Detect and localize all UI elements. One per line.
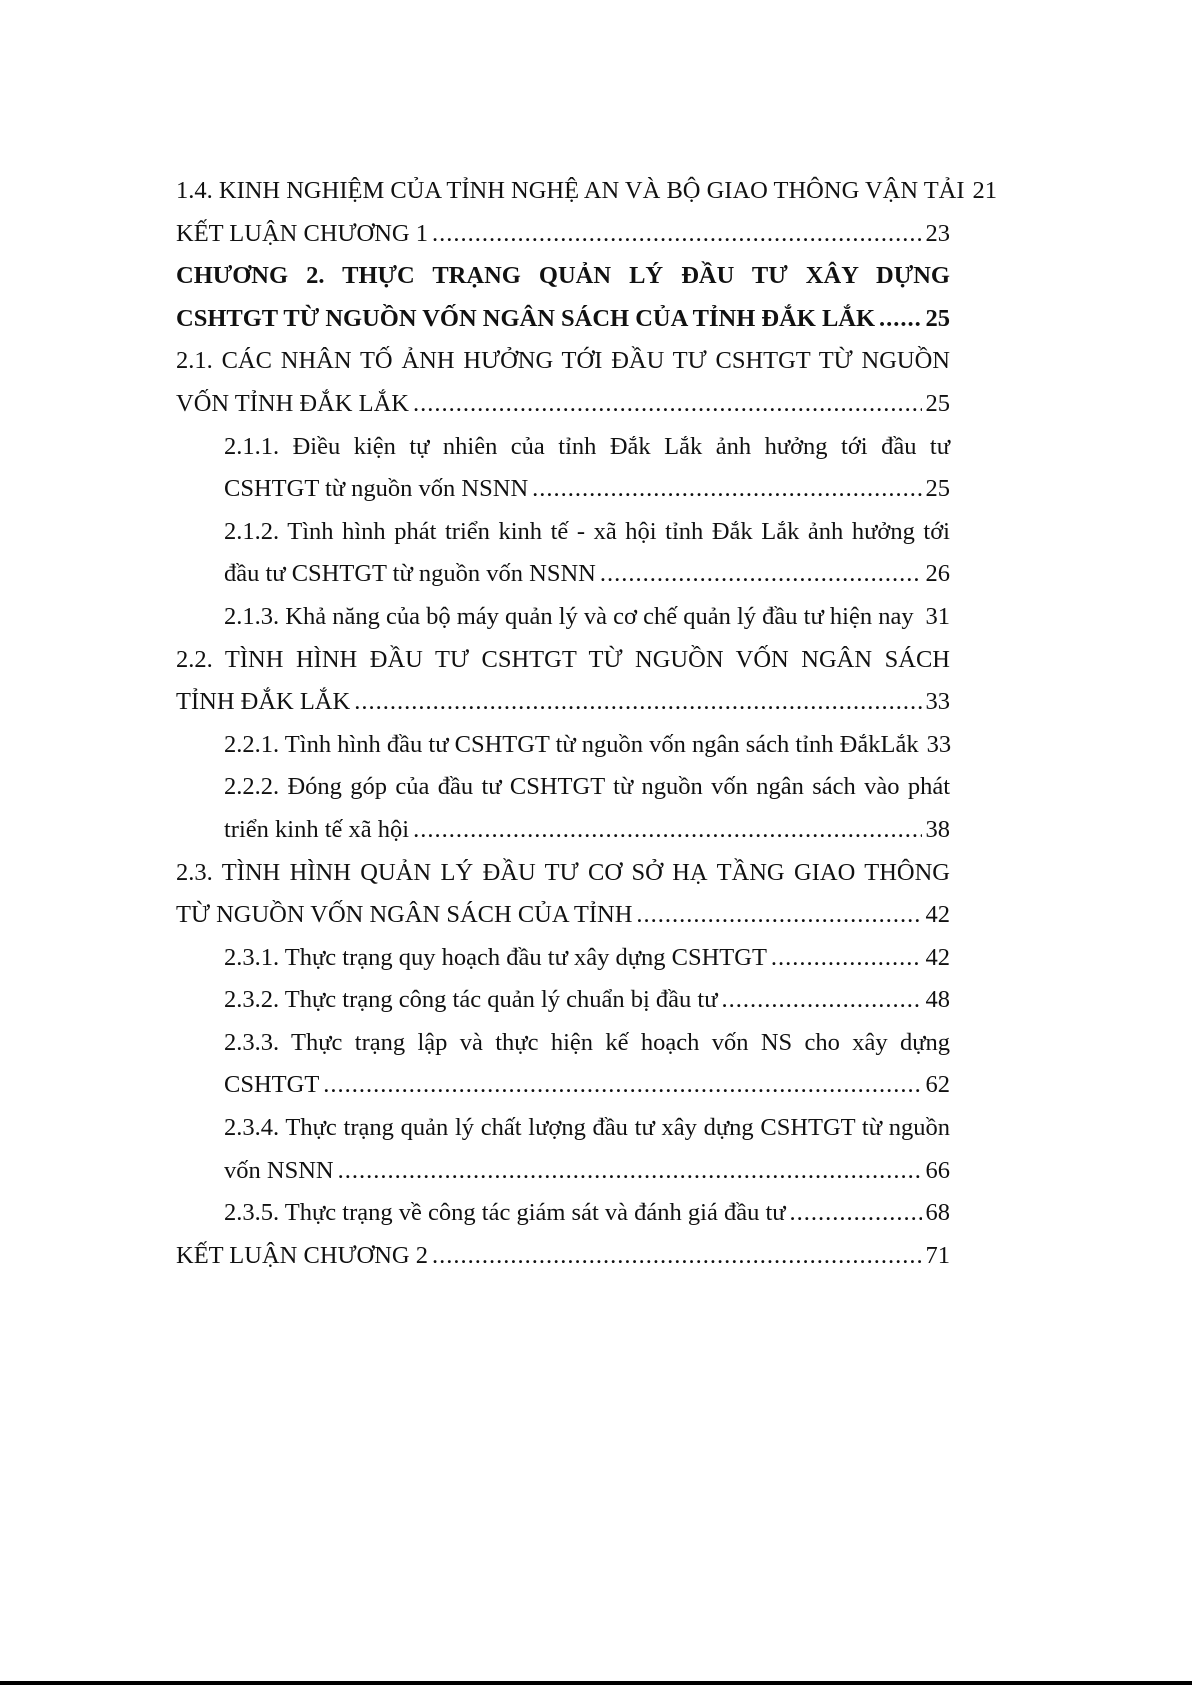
- toc-page-number: 33: [925, 688, 950, 716]
- toc-entry: [176, 213, 950, 256]
- toc-page-number: 25: [925, 389, 950, 417]
- toc-subentry: [176, 724, 950, 767]
- toc-entry-title: VỐN TỈNH ĐẮK LẮK: [176, 389, 409, 417]
- toc-entry-title: 2.1.3. Khả năng của bộ máy quản lý và cơ chế quản lý đầu tư hiện nay: [224, 602, 914, 630]
- dot-leader: [636, 894, 921, 937]
- toc-subentry: [176, 937, 950, 980]
- toc-entry-title: TỪ NGUỒN VỐN NGÂN SÁCH CỦA TỈNH: [176, 901, 633, 929]
- toc-entry-title: KẾT LUẬN CHƯƠNG 2: [176, 1241, 428, 1269]
- toc-entry: [176, 170, 998, 213]
- dot-leader: [432, 213, 922, 256]
- toc-entry: [176, 1235, 950, 1278]
- dot-leader: [532, 468, 921, 511]
- toc-entry-title: TỈNH ĐẮK LẮK: [176, 688, 351, 716]
- toc-entry-title-line: 2.3. TÌNH HÌNH QUẢN LÝ ĐẦU TƯ CƠ SỞ HẠ TẦNG GIAO THÔNG: [176, 858, 950, 886]
- table-of-contents: [176, 170, 998, 1277]
- toc-page-number: 26: [925, 560, 950, 588]
- toc-entry: [176, 639, 950, 724]
- toc-page-number: 68: [925, 1199, 950, 1227]
- toc-entry-title: đầu tư CSHTGT từ nguồn vốn NSNN: [224, 560, 596, 588]
- toc-page-number: 66: [925, 1156, 950, 1184]
- dot-leader: [413, 809, 921, 852]
- toc-entry: [176, 852, 950, 937]
- dot-leader: [413, 383, 922, 426]
- toc-page-number: 42: [925, 901, 950, 929]
- toc-entry-title: CSHTGT từ nguồn vốn NSNN: [224, 475, 529, 503]
- toc-subentry: [176, 766, 950, 851]
- toc-entry-title-line: 2.1. CÁC NHÂN TỐ ẢNH HƯỞNG TỚI ĐẦU TƯ CSHTGT TỪ NGUỒN: [176, 347, 950, 375]
- toc-subentry: [176, 1192, 950, 1235]
- toc-entry-title: 2.3.1. Thực trạng quy hoạch đầu tư xây dựng CSHTGT: [224, 943, 767, 971]
- toc-entry-title: 2.2.1. Tình hình đầu tư CSHTGT từ nguồn vốn ngân sách tỉnh ĐắkLắk: [224, 730, 919, 758]
- toc-entry-title: vốn NSNN: [224, 1156, 334, 1184]
- toc-entry-title: 1.4. KINH NGHIỆM CỦA TỈNH NGHỆ AN VÀ BỘ GIAO THÔNG VẬN TẢI: [176, 177, 965, 204]
- toc-page-number: 48: [925, 986, 950, 1014]
- toc-subentry: [176, 596, 950, 639]
- toc-entry-title: CSHTGT TỪ NGUỒN VỐN NGÂN SÁCH CỦA TỈNH ĐẮK LẮK: [176, 304, 876, 332]
- toc-page-number: 31: [925, 602, 950, 630]
- toc-page-number: 71: [925, 1241, 950, 1269]
- toc-entry: [176, 340, 950, 425]
- dot-leader: [722, 979, 922, 1022]
- toc-page-number: 25: [925, 475, 950, 503]
- toc-page-number: 25: [925, 304, 950, 332]
- toc-entry-title-line: 2.1.2. Tình hình phát triển kinh tế - xã hội tỉnh Đắk Lắk ảnh hưởng tới: [224, 517, 950, 545]
- dot-leader: [879, 298, 921, 341]
- toc-entry-title-line: 2.3.4. Thực trạng quản lý chất lượng đầu tư xây dựng CSHTGT từ nguồn: [224, 1114, 950, 1142]
- toc-entry-title: CSHTGT: [224, 1071, 320, 1099]
- dot-leader: [600, 553, 922, 596]
- toc-page-number: 21: [972, 177, 998, 204]
- toc-entry-title: 2.3.2. Thực trạng công tác quản lý chuẩn bị đầu tư: [224, 986, 718, 1014]
- toc-entry-title: KẾT LUẬN CHƯƠNG 1: [176, 219, 428, 247]
- toc-subentry: [176, 426, 950, 511]
- toc-entry-title-line: 2.3.3. Thực trạng lập và thực hiện kế hoạch vốn NS cho xây dựng: [224, 1028, 950, 1056]
- dot-leader: [354, 681, 921, 724]
- toc-subentry: [176, 511, 950, 596]
- toc-page-number: 23: [925, 219, 950, 247]
- toc-subentry: [176, 1107, 950, 1192]
- toc-chapter-entry: [176, 255, 950, 340]
- dot-leader: [790, 1192, 922, 1235]
- toc-entry-title-line: 2.2. TÌNH HÌNH ĐẦU TƯ CSHTGT TỪ NGUỒN VỐN NGÂN SÁCH: [176, 645, 950, 673]
- dot-leader: [323, 1064, 921, 1107]
- toc-page-number: 62: [925, 1071, 950, 1099]
- toc-subentry: [176, 979, 950, 1022]
- toc-entry-title-line: 2.1.1. Điều kiện tự nhiên của tỉnh Đắk Lắk ảnh hưởng tới đầu tư: [224, 432, 950, 460]
- toc-entry-title: 2.3.5. Thực trạng về công tác giám sát và đánh giá đầu tư: [224, 1199, 786, 1227]
- toc-page-number: 42: [925, 943, 950, 971]
- dot-leader: [432, 1235, 922, 1278]
- toc-entry-title-line: 2.2.2. Đóng góp của đầu tư CSHTGT từ nguồn vốn ngân sách vào phát: [224, 773, 950, 801]
- toc-page-number: 33: [926, 730, 952, 758]
- toc-entry-title: triển kinh tế xã hội: [224, 815, 410, 843]
- page-bottom-edge: [0, 1681, 1192, 1685]
- dot-leader: [338, 1150, 922, 1193]
- toc-entry-title-line: CHƯƠNG 2. THỰC TRẠNG QUẢN LÝ ĐẦU TƯ XÂY DỰNG: [176, 262, 950, 290]
- toc-subentry: [176, 1022, 950, 1107]
- toc-page-number: 38: [925, 815, 950, 843]
- dot-leader: [771, 937, 922, 980]
